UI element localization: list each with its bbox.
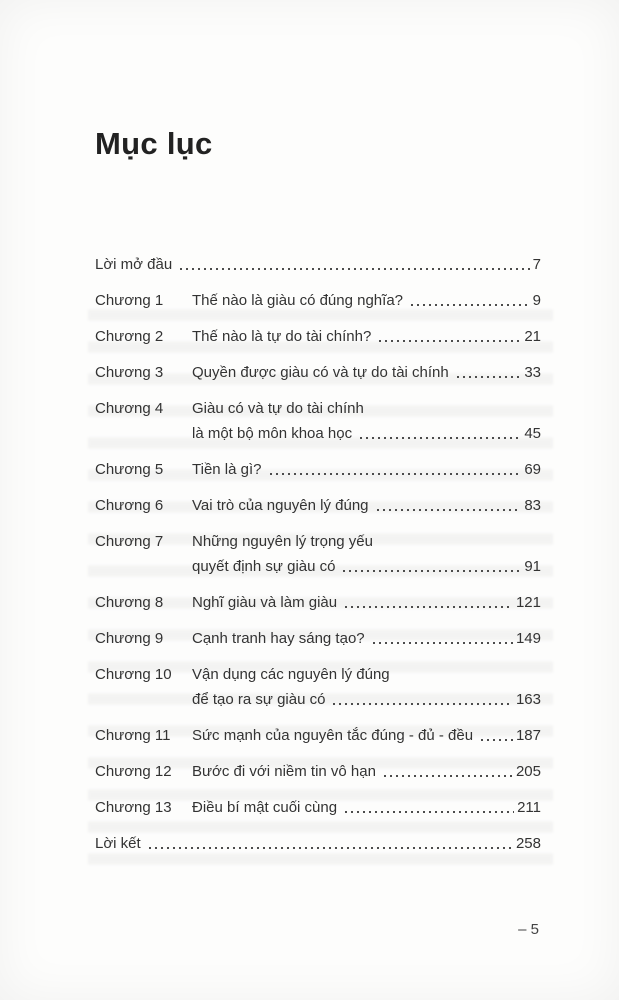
page-title: Mục lục (95, 126, 213, 161)
toc-line (192, 590, 541, 615)
toc-line (192, 529, 541, 554)
toc-entry (95, 493, 541, 518)
leader-dots (343, 605, 513, 609)
chapter-title-block (192, 324, 541, 349)
chapter-title: Quyền được giàu có và tự do tài chính (192, 364, 449, 381)
chapter-title: Cạnh tranh hay sáng tạo? (192, 630, 365, 647)
page-number: 163 (515, 691, 541, 708)
chapter-title: Tiền là gì? (192, 461, 262, 478)
page-number: 83 (524, 497, 541, 514)
leader-dots (371, 641, 513, 645)
page-number: 149 (515, 630, 541, 647)
chapter-title: Vai trò của nguyên lý đúng (192, 497, 369, 514)
chapter-label: Chương 12 (95, 763, 172, 780)
page-number: 33 (524, 364, 541, 381)
chapter-title-block (95, 252, 541, 277)
chapter-title-block (192, 493, 541, 518)
chapter-title-block (192, 723, 541, 748)
toc-entry (95, 252, 541, 277)
toc-entry (95, 626, 541, 651)
toc-line (95, 831, 541, 856)
toc-entry (95, 662, 541, 712)
toc-entry (95, 324, 541, 349)
page-number: 7 (532, 256, 541, 273)
chapter-label: Chương 5 (95, 461, 164, 478)
toc-entry (95, 723, 541, 748)
chapter-title: Những nguyên lý trọng yếu (192, 533, 373, 550)
page-number: 258 (515, 835, 541, 852)
leader-dots (358, 436, 521, 440)
toc-line (192, 421, 541, 446)
toc-line (192, 662, 541, 687)
chapter-title: là một bộ môn khoa học (192, 425, 353, 442)
leader-dots (331, 702, 513, 706)
toc-line (192, 554, 541, 579)
toc-line (192, 396, 541, 421)
chapter-label: Chương 7 (95, 533, 164, 550)
toc-line (192, 324, 541, 349)
chapter-title-block (192, 457, 541, 482)
toc-entry (95, 590, 541, 615)
leader-dots (479, 738, 513, 742)
chapter-title-block (192, 759, 541, 784)
chapter-title-block (192, 662, 541, 712)
toc-line (95, 252, 541, 277)
chapter-title: Bước đi với niềm tin vô hạn (192, 763, 376, 780)
leader-dots (375, 508, 522, 512)
chapter-title: Vận dụng các nguyên lý đúng (192, 666, 390, 683)
toc-entry (95, 457, 541, 482)
chapter-title-block (192, 396, 541, 446)
leader-dots (341, 569, 521, 573)
chapter-title-block (95, 831, 541, 856)
chapter-label: Chương 4 (95, 400, 164, 417)
toc-line (192, 795, 541, 820)
section-title: Lời mở đầu (95, 256, 173, 273)
toc-entry (95, 288, 541, 313)
page-number: 9 (532, 292, 541, 309)
leader-dots (343, 810, 514, 814)
chapter-title: Nghĩ giàu và làm giàu (192, 594, 338, 611)
chapter-title-block (192, 529, 541, 579)
leader-dots (409, 303, 530, 307)
leader-dots (268, 472, 522, 476)
chapter-label: Chương 2 (95, 328, 164, 345)
chapter-title-block (192, 360, 541, 385)
leader-dots (178, 267, 529, 271)
page-number: 45 (524, 425, 541, 442)
chapter-label: Chương 1 (95, 292, 164, 309)
toc-line (192, 360, 541, 385)
page-number: 91 (524, 558, 541, 575)
chapter-title-block (192, 626, 541, 651)
toc-line (192, 626, 541, 651)
page-number: 69 (524, 461, 541, 478)
chapter-title: Sức mạnh của nguyên tắc đúng - đủ - đều (192, 727, 474, 744)
toc-line (192, 288, 541, 313)
toc-entry (95, 831, 541, 856)
chapter-title: Giàu có và tự do tài chính (192, 400, 364, 417)
toc-line (192, 493, 541, 518)
chapter-label: Chương 8 (95, 594, 164, 611)
chapter-title: để tạo ra sự giàu có (192, 691, 326, 708)
chapter-title-block (192, 590, 541, 615)
toc-line (192, 457, 541, 482)
page-number: 205 (515, 763, 541, 780)
toc-line (192, 687, 541, 712)
chapter-title-block (192, 795, 541, 820)
page-number: 21 (524, 328, 541, 345)
leader-dots (377, 339, 521, 343)
chapter-label: Chương 6 (95, 497, 164, 514)
chapter-label: Chương 11 (95, 727, 171, 744)
toc-entry (95, 360, 541, 385)
chapter-label: Chương 13 (95, 799, 172, 816)
table-of-contents (95, 252, 541, 867)
toc-entry (95, 795, 541, 820)
chapter-label: Chương 10 (95, 666, 172, 683)
leader-dots (382, 774, 513, 778)
page-number: 211 (517, 799, 541, 816)
chapter-title-block (192, 288, 541, 313)
leader-dots (455, 375, 522, 379)
chapter-title: Thế nào là tự do tài chính? (192, 328, 372, 345)
toc-entry (95, 759, 541, 784)
toc-entry (95, 396, 541, 446)
page-number: 187 (515, 727, 541, 744)
toc-line (192, 723, 541, 748)
chapter-label: Chương 3 (95, 364, 164, 381)
page-number: 121 (515, 594, 541, 611)
leader-dots (147, 846, 513, 850)
footer-page-number: – 5 (518, 921, 539, 938)
section-title: Lời kết (95, 835, 141, 852)
chapter-label: Chương 9 (95, 630, 164, 647)
chapter-title: Điều bí mật cuối cùng (192, 799, 338, 816)
chapter-title: Thế nào là giàu có đúng nghĩa? (192, 292, 404, 309)
chapter-title: quyết định sự giàu có (192, 558, 336, 575)
toc-line (192, 759, 541, 784)
toc-entry (95, 529, 541, 579)
